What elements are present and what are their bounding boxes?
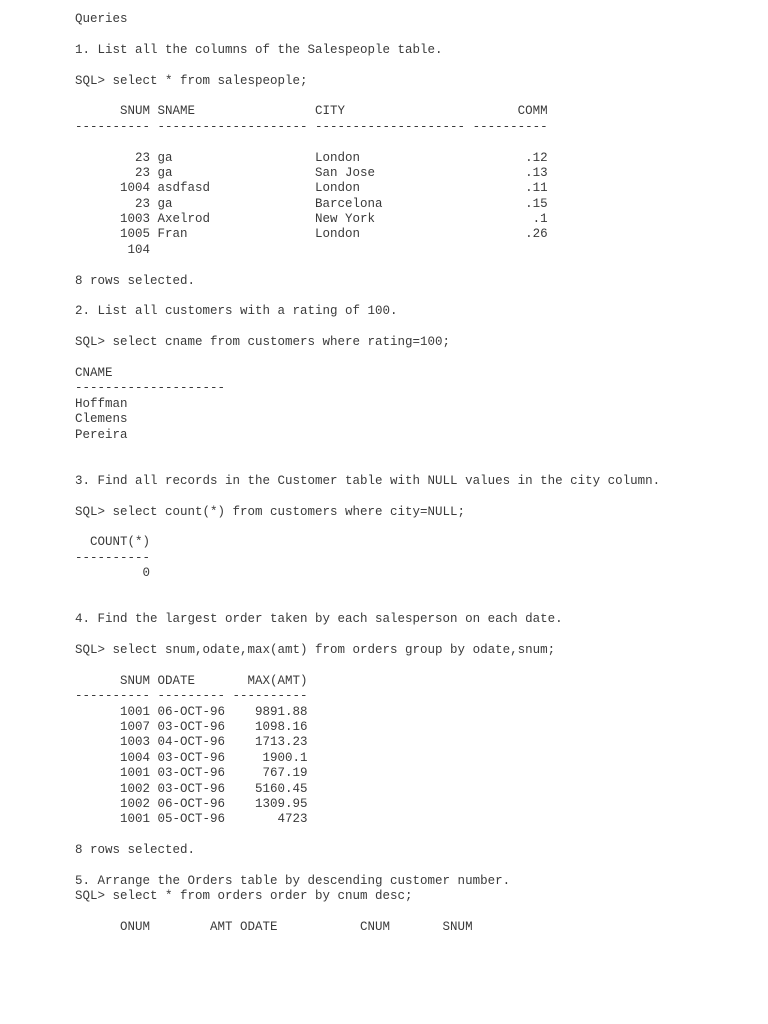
spacer bbox=[75, 520, 693, 535]
spacer bbox=[75, 443, 693, 458]
q1-rows-selected: 8 rows selected. bbox=[75, 273, 196, 288]
q1-sql: SQL> select * from salespeople; bbox=[75, 73, 308, 88]
table-row: 1004 03-OCT-96 1900.1 bbox=[75, 750, 308, 765]
spacer bbox=[75, 27, 693, 42]
q4-table-rule: ---------- --------- ---------- bbox=[75, 689, 308, 704]
table-row: 23 ga San Jose .13 bbox=[75, 165, 548, 180]
page-title: Queries bbox=[75, 12, 128, 26]
q5-table-header: ONUM AMT ODATE CNUM SNUM bbox=[75, 920, 473, 935]
spacer bbox=[75, 89, 693, 104]
spacer bbox=[75, 320, 693, 335]
table-row: 1005 Fran London .26 bbox=[75, 227, 548, 242]
spacer bbox=[75, 828, 693, 843]
list-item: Pereira bbox=[75, 427, 128, 442]
spacer bbox=[75, 289, 693, 304]
q3-table-header: COUNT(*) bbox=[75, 535, 151, 550]
spacer bbox=[75, 858, 693, 873]
table-row: 1003 04-OCT-96 1713.23 bbox=[75, 735, 308, 750]
spacer bbox=[75, 458, 693, 473]
table-row: 1002 06-OCT-96 1309.95 bbox=[75, 796, 308, 811]
q4-rows-selected: 8 rows selected. bbox=[75, 843, 196, 858]
table-row: 23 ga London .12 bbox=[75, 150, 548, 165]
q4-question: 4. Find the largest order taken by each salesperson on each date. bbox=[75, 612, 563, 627]
spacer bbox=[75, 258, 693, 273]
q3-table-rule: ---------- bbox=[75, 550, 151, 565]
table-row: 1004 asdfasd London .11 bbox=[75, 181, 548, 196]
q1-question: 1. List all the columns of the Salespeople table. bbox=[75, 42, 443, 57]
q2-table-header: CNAME bbox=[75, 365, 113, 380]
q3-sql: SQL> select count(*) from customers where city=NULL; bbox=[75, 504, 466, 519]
list-item: Clemens bbox=[75, 412, 128, 427]
q5-sql: SQL> select * from orders order by cnum desc; bbox=[75, 889, 413, 904]
list-item: Hoffman bbox=[75, 396, 128, 411]
table-row: 0 bbox=[75, 566, 151, 581]
q4-sql: SQL> select snum,odate,max(amt) from orders group by odate,snum; bbox=[75, 643, 556, 658]
q1-table-header: SNUM SNAME CITY COMM bbox=[75, 104, 548, 119]
spacer bbox=[75, 351, 693, 366]
spacer bbox=[75, 597, 693, 612]
table-row: 23 ga Barcelona .15 bbox=[75, 196, 548, 211]
q5-question: 5. Arrange the Orders table by descending customer number. bbox=[75, 873, 511, 888]
spacer bbox=[75, 489, 693, 504]
q2-table-rule: -------------------- bbox=[75, 381, 226, 396]
spacer bbox=[75, 58, 693, 73]
spacer bbox=[75, 135, 693, 150]
q2-question: 2. List all customers with a rating of 100. bbox=[75, 304, 398, 319]
spacer bbox=[75, 628, 693, 643]
table-row: 1007 03-OCT-96 1098.16 bbox=[75, 719, 308, 734]
q1-table-rule: ---------- -------------------- -------------------- ---------- bbox=[75, 119, 548, 134]
table-row: 1001 03-OCT-96 767.19 bbox=[75, 766, 308, 781]
q4-table-header: SNUM ODATE MAX(AMT) bbox=[75, 673, 308, 688]
spacer bbox=[75, 581, 693, 596]
q3-question: 3. Find all records in the Customer table with NULL values in the city column. bbox=[75, 473, 661, 488]
table-row: 104 bbox=[75, 242, 151, 257]
q2-sql: SQL> select cname from customers where rating=100; bbox=[75, 335, 451, 350]
table-row: 1001 05-OCT-96 4723 bbox=[75, 812, 308, 827]
spacer bbox=[75, 905, 693, 920]
table-row: 1001 06-OCT-96 9891.88 bbox=[75, 704, 308, 719]
table-row: 1003 Axelrod New York .1 bbox=[75, 212, 548, 227]
spacer bbox=[75, 658, 693, 673]
table-row: 1002 03-OCT-96 5160.45 bbox=[75, 781, 308, 796]
